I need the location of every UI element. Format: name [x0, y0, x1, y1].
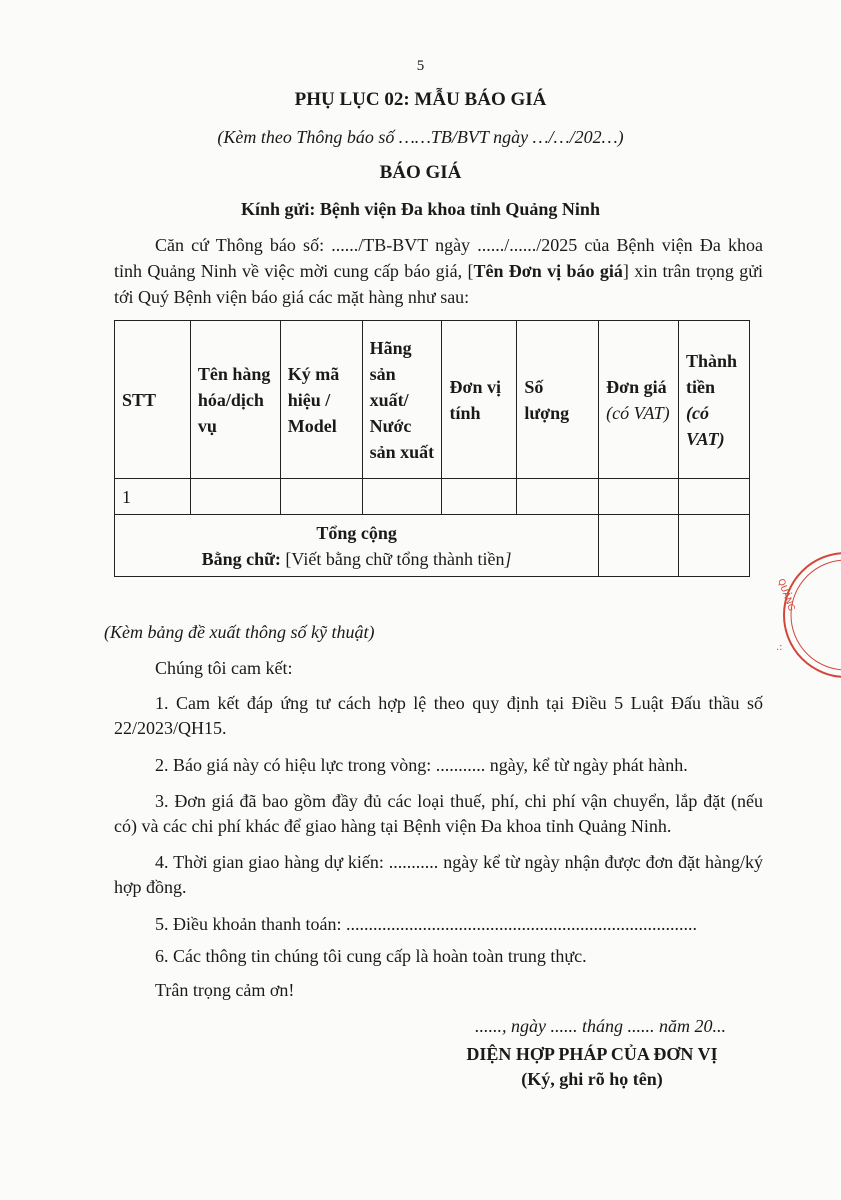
red-seal-stamp [756, 550, 841, 680]
table-total-row [115, 515, 750, 577]
header-total-price-label: Thành tiền [685, 350, 738, 397]
header-unit-price [599, 321, 679, 479]
commitment-intro: Chúng tôi cam kết: [155, 658, 293, 678]
header-unit-price-label: Đơn giá [606, 376, 667, 397]
quotation-table [114, 320, 750, 577]
header-total-price [678, 321, 749, 479]
commitment-item-2: 2. Báo giá này có hiệu lực trong vòng: ........... ngày, kể từ ngày phát hành. [155, 755, 688, 775]
commitment-item-4: 4. Thời gian giao hàng dự kiến: ........... ngày kể từ ngày nhận được đơn đặt hàng/ký hợp đồng. [114, 852, 763, 897]
recipient-line: Kính gửi: Bệnh viện Đa khoa tỉnh Quảng Ninh [241, 199, 600, 219]
header-model: Ký mã hiệu / Model [280, 321, 362, 479]
seal-text: QUẢNG [775, 577, 797, 613]
commitment-item-3: 3. Đơn giá đã bao gồm đầy đủ các loại thuế, phí, chi phí vận chuyển, lắp đặt (nếu có) và các chi phí khác để giao hàng tại Bệnh viện Đa khoa tỉnh Quảng Ninh. [114, 791, 763, 836]
header-unit: Đơn vị tính [442, 321, 517, 479]
document-title: BÁO GIÁ [379, 162, 462, 183]
header-stt: STT [115, 321, 191, 479]
total-cell: Tổng cộng Bằng chữ: [Viết bằng chữ tổng thành tiền] [115, 515, 599, 577]
cell-unit [442, 479, 517, 515]
cell-item-name [190, 479, 280, 515]
cell-quantity [517, 479, 599, 515]
intro-text-after: ] xin trân trọng gửi tới Quý Bệnh viện báo giá các mặt hàng như sau: [114, 261, 764, 307]
header-manufacturer: Hãng sản xuất/ Nước sản xuất [362, 321, 442, 479]
commitment-item-6: 6. Các thông tin chúng tôi cung cấp là hoàn toàn trung thực. [155, 946, 587, 966]
total-cell-amount [678, 515, 749, 577]
signature-date-line: ......, ngày ...... tháng ...... năm 20... [475, 1016, 726, 1036]
intro-paragraph [114, 232, 763, 310]
cell-total-price [678, 479, 749, 515]
cell-model [280, 479, 362, 515]
amount-in-words-value: [Viết bằng chữ tổng thành tiền [285, 548, 505, 569]
attachment-note: (Kèm bảng đề xuất thông số kỹ thuật) [104, 622, 375, 642]
intro-text-before: Căn cứ Thông báo số: ....../TB-BVT ngày ....../....../2025 của Bệnh viện Đa khoa tỉnh Quảng Ninh về việc mời cung cấp báo giá, [ [114, 235, 763, 281]
header-unit-price-vat: (có VAT) [606, 402, 670, 423]
total-label: Tổng cộng [316, 522, 397, 543]
commitment-item-5: 5. Điều khoản thanh toán: .............................................................................. [155, 914, 697, 934]
subtitle: (Kèm theo Thông báo số ……TB/BVT ngày …/…/202…) [217, 127, 624, 147]
cell-unit-price [599, 479, 679, 515]
svg-text:.:: .: [776, 642, 783, 653]
commitment-item-1: 1. Cam kết đáp ứng tư cách hợp lệ theo quy định tại Điều 5 Luật Đấu thầu số 22/2023/QH15. [114, 693, 763, 738]
cell-manufacturer [362, 479, 442, 515]
signature-note: (Ký, ghi rõ họ tên) [521, 1069, 663, 1089]
table-header-row [115, 321, 750, 479]
header-total-price-vat: (có VAT) [685, 402, 725, 449]
table-row [115, 479, 750, 515]
signature-title: DIỆN HỢP PHÁP CỦA ĐƠN VỊ [466, 1044, 718, 1064]
appendix-title: PHỤ LỤC 02: MẪU BÁO GIÁ [294, 89, 547, 110]
seal-icon [756, 550, 841, 680]
closing-line: Trân trọng cảm ơn! [155, 980, 295, 1000]
amount-in-words-label: Bằng chữ: [201, 548, 281, 569]
cell-stt: 1 [115, 479, 191, 515]
intro-text-bold: Tên Đơn vị báo giá [473, 261, 623, 281]
header-item-name: Tên hàng hóa/dịch vụ [190, 321, 280, 479]
total-cell-price [599, 515, 679, 577]
page-number: 5 [416, 58, 425, 74]
header-quantity: Số lượng [517, 321, 599, 479]
